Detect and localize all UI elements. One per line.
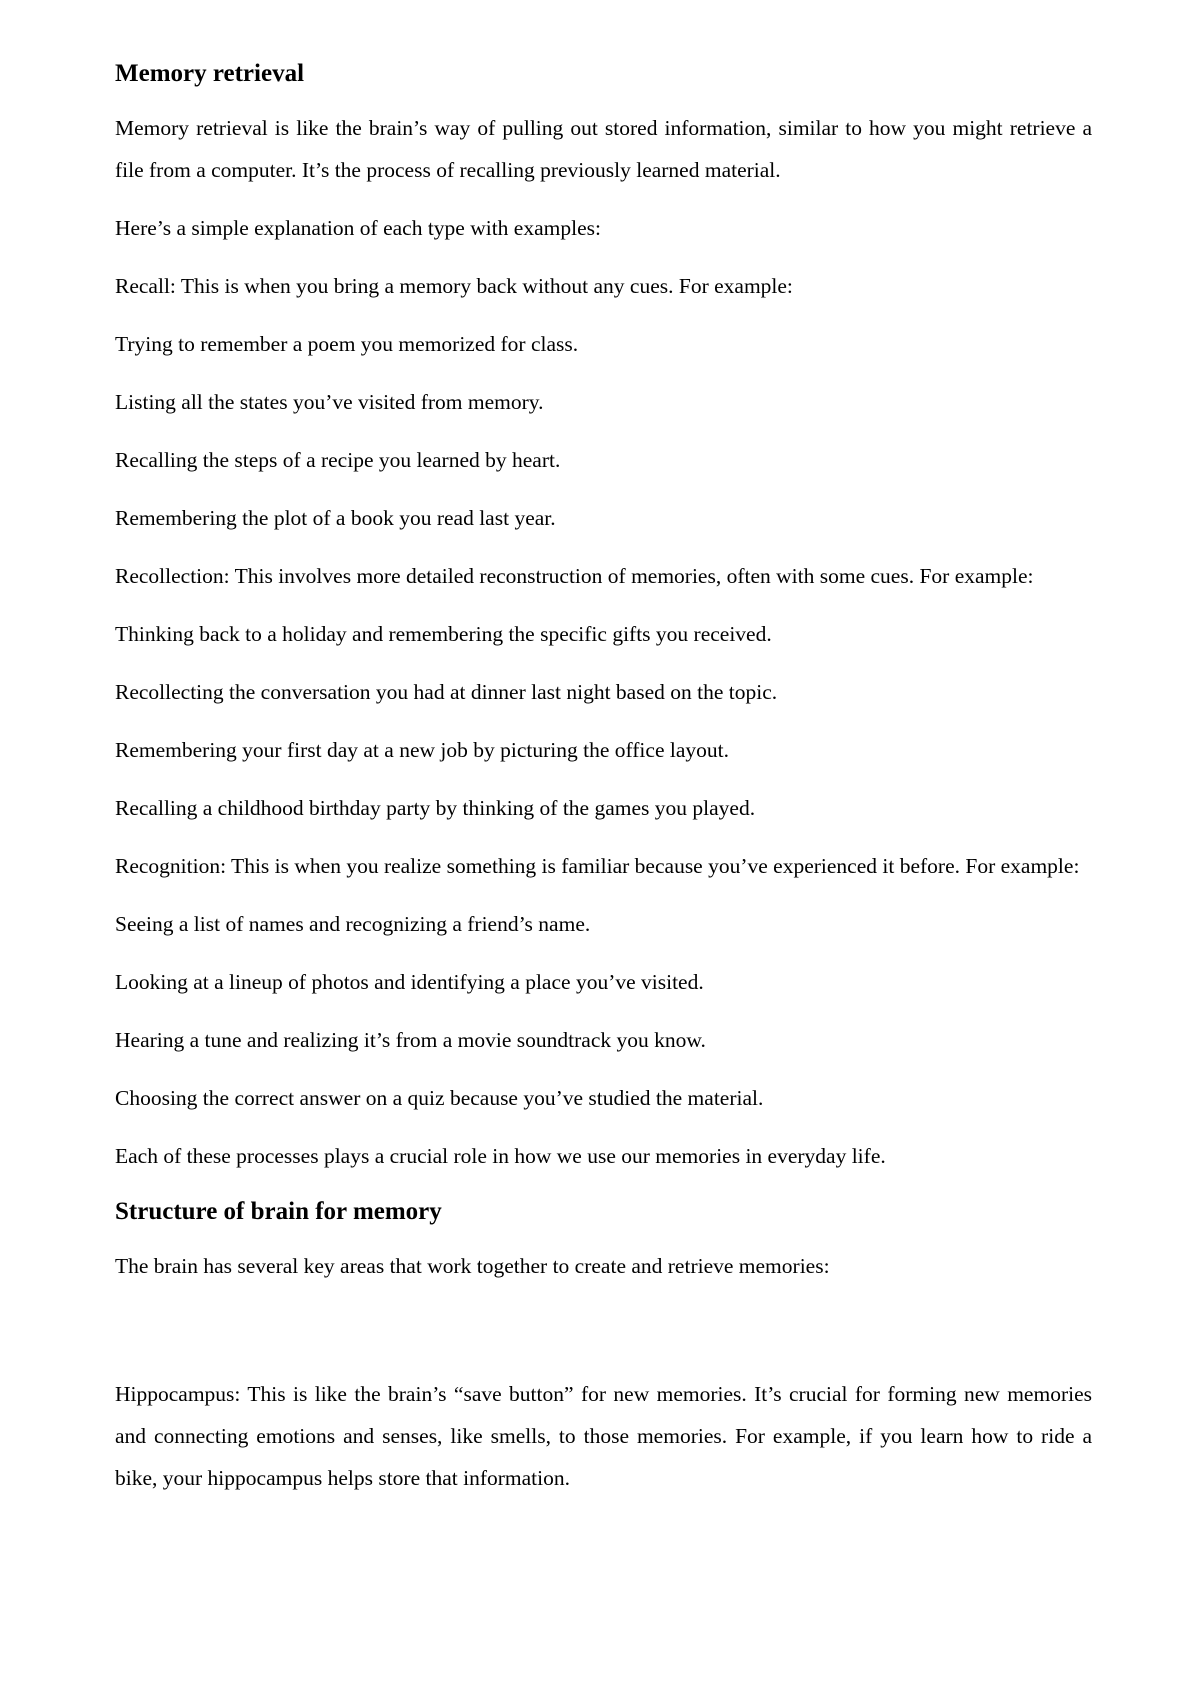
paragraph-recollection: Recollection: This involves more detailed reconstruction of memories, often with some cues. For example: <box>115 564 1034 588</box>
paragraph-recollection-example-4: Recalling a childhood birthday party by thinking of the games you played. <box>115 796 756 820</box>
paragraph-brain-intro: The brain has several key areas that work together to create and retrieve memories: <box>115 1254 830 1278</box>
paragraph-hippocampus: Hippocampus: This is like the brain’s “save button” for new memories. It’s crucial for forming new memories and connecting emotions and senses, like smells, to those memories. For example, if you learn how to ride a bike, your hippocampus helps store that information. <box>115 1382 1092 1490</box>
paragraph-summary: Each of these processes plays a crucial role in how we use our memories in everyday life. <box>115 1144 886 1168</box>
paragraph-recognition-example-2: Looking at a lineup of photos and identifying a place you’ve visited. <box>115 970 704 994</box>
paragraph-recall-example-2: Listing all the states you’ve visited from memory. <box>115 390 544 414</box>
blank-line <box>115 1303 1092 1373</box>
paragraph-definition: Memory retrieval is like the brain’s way of pulling out stored information, similar to how you might retrieve a file from a computer. It’s the process of recalling previously learned material. <box>115 116 1092 182</box>
paragraph-recognition-example-4: Choosing the correct answer on a quiz because you’ve studied the material. <box>115 1086 764 1110</box>
paragraph-recall-example-4: Remembering the plot of a book you read last year. <box>115 506 556 530</box>
paragraph-recollection-example-2: Recollecting the conversation you had at dinner last night based on the topic. <box>115 680 778 704</box>
document-page <box>115 55 1092 1515</box>
paragraph-recall: Recall: This is when you bring a memory back without any cues. For example: <box>115 274 793 298</box>
section-heading-brain-structure: Structure of brain for memory <box>115 1198 442 1225</box>
section-heading-memory-retrieval: Memory retrieval <box>115 60 305 87</box>
paragraph-types-intro: Here’s a simple explanation of each type with examples: <box>115 216 601 240</box>
paragraph-recognition-example-1: Seeing a list of names and recognizing a friend’s name. <box>115 912 591 936</box>
paragraph-recall-example-3: Recalling the steps of a recipe you learned by heart. <box>115 448 561 472</box>
paragraph-recollection-example-3: Remembering your first day at a new job by picturing the office layout. <box>115 738 729 762</box>
paragraph-recollection-example-1: Thinking back to a holiday and remembering the specific gifts you received. <box>115 622 772 646</box>
paragraph-recognition-example-3: Hearing a tune and realizing it’s from a movie soundtrack you know. <box>115 1028 706 1052</box>
paragraph-recall-example-1: Trying to remember a poem you memorized for class. <box>115 332 579 356</box>
paragraph-recognition: Recognition: This is when you realize something is familiar because you’ve experienced it before. For example: <box>115 854 1080 878</box>
